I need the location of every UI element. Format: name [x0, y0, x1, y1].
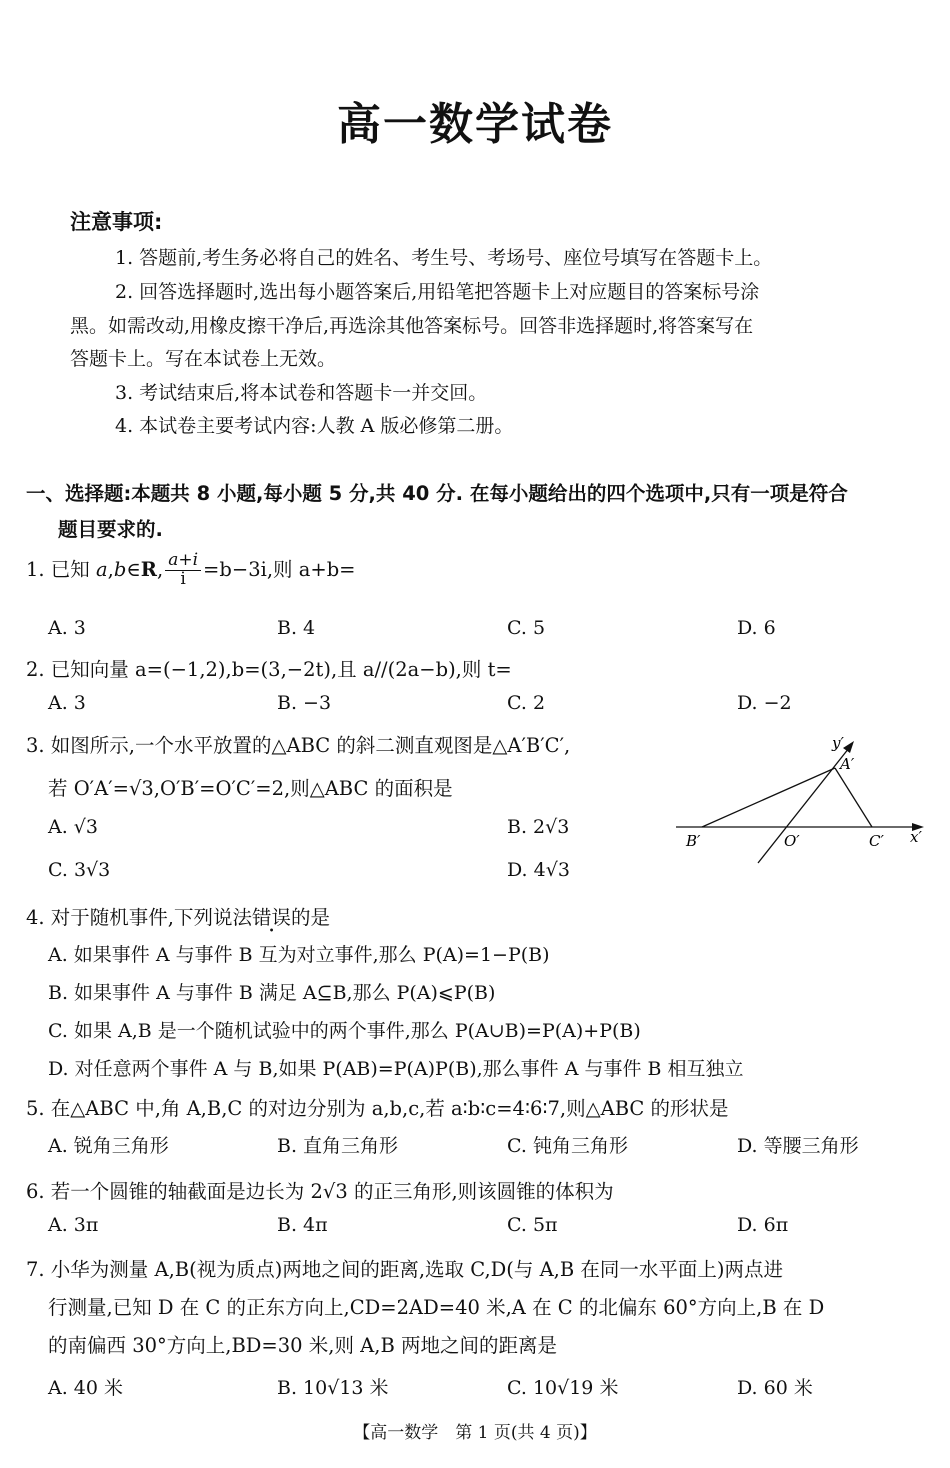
question-7-line-3: 的南偏西 30°方向上,BD=30 米,则 A,B 两地之间的距离是 [48, 1334, 557, 1357]
side-a-c [835, 768, 872, 827]
q5-option-c: C. 钝角三角形 [507, 1135, 628, 1157]
question-6-stem: 6. 若一个圆锥的轴截面是边长为 2√3 的正三角形,则该圆锥的体积为 [26, 1180, 614, 1203]
notice-item-2-line-3: 答题卡上。写在本试卷上无效。 [70, 348, 337, 370]
q3-option-d: D. 4√3 [507, 859, 570, 881]
notice-item-1: 1. 答题前,考生务必将自己的姓名、考生号、考场号、座位号填写在答题卡上。 [115, 247, 773, 269]
q1-prefix: 1. 已知 [26, 557, 97, 581]
q1-option-a: A. 3 [48, 617, 86, 639]
oblique-triangle-figure [672, 728, 934, 868]
q1-option-c: C. 5 [507, 617, 546, 639]
y-axis-arrow [843, 741, 854, 753]
q6-option-d: D. 6π [737, 1214, 789, 1236]
notice-heading: 注意事项: [70, 210, 163, 234]
page-footer: 【高一数学 第 1 页(共 4 页)】 [353, 1423, 597, 1443]
question-4-stem: 4. 对于随机事件,下列说法错误的是 [26, 906, 331, 929]
q2-option-c: C. 2 [507, 692, 546, 714]
vertex-c-label: C′ [869, 832, 884, 850]
q5-option-a: A. 锐角三角形 [48, 1135, 169, 1157]
q1-option-d: D. 6 [737, 617, 776, 639]
q3-option-b: B. 2√3 [507, 816, 570, 838]
notice-item-3: 3. 考试结束后,将本试卷和答题卡一并交回。 [115, 382, 488, 404]
question-7-line-2: 行测量,已知 D 在 C 的正东方向上,CD=2AD=40 米,A 在 C 的北偏东 60°方向上,B 在 D [48, 1296, 825, 1319]
q2-option-d: D. −2 [737, 692, 792, 714]
q5-option-d: D. 等腰三角形 [737, 1135, 859, 1157]
question-3-line-2: 若 O′A′=√3,O′B′=O′C′=2,则△ABC 的面积是 [48, 777, 453, 800]
vertex-b-label: B′ [686, 832, 701, 850]
notice-item-2-line-2: 黑。如需改动,用橡皮擦干净后,再选涂其他答案标号。回答非选择题时,将答案写在 [70, 315, 754, 337]
q6-option-b: B. 4π [277, 1214, 328, 1236]
y-axis [758, 748, 849, 863]
q7-option-d: D. 60 米 [737, 1377, 813, 1399]
section-1-heading: 一、选择题:本题共 8 小题,每小题 5 分,共 40 分. 在每小题给出的四个选项中,只有一项是符合 [26, 482, 848, 505]
q2-option-a: A. 3 [48, 692, 86, 714]
notice-item-4: 4. 本试卷主要考试内容:人教 A 版必修第二册。 [115, 415, 514, 437]
q4-option-a: A. 如果事件 A 与事件 B 互为对立事件,那么 P(A)=1−P(B) [48, 944, 550, 966]
question-2-stem: 2. 已知向量 a=(−1,2),b=(3,−2t),且 a//(2a−b),则 t= [26, 658, 512, 681]
q4-emphasis: 错误 [252, 906, 292, 929]
notice-item-2-line-1: 2. 回答选择题时,选出每小题答案后,用铅笔把答题卡上对应题目的答案标号涂 [115, 281, 760, 303]
q3-option-c: C. 3√3 [48, 859, 111, 881]
origin-label: O′ [784, 832, 800, 850]
question-3-line-1: 3. 如图所示,一个水平放置的△ABC 的斜二测直观图是△A′B′C′, [26, 734, 571, 757]
page-title: 高一数学试卷 [337, 99, 613, 150]
question-1-stem: 1. 已知 a,b∈R, $\frac{a+i}{i}$ =b−3i,则 a+b= [26, 550, 356, 589]
q6-option-c: C. 5π [507, 1214, 558, 1236]
vertex-a-label: A′ [840, 755, 855, 773]
q4-option-d: D. 对任意两个事件 A 与 B,如果 P(AB)=P(A)P(B),那么事件 A 与事件 B 相互独立 [48, 1058, 744, 1080]
q6-option-a: A. 3π [48, 1214, 99, 1236]
q1-fraction: $\frac{a+i}{i}$ [165, 552, 201, 589]
q7-option-b: B. 10√13 米 [277, 1377, 389, 1399]
question-7-line-1: 7. 小华为测量 A,B(视为质点)两地之间的距离,选取 C,D(与 A,B 在同一水平面上)两点进 [26, 1258, 784, 1281]
q1-rhs: =b−3i,则 a+b= [203, 557, 356, 581]
x-axis-label: x′ [910, 828, 922, 846]
q4-option-c: C. 如果 A,B 是一个随机试验中的两个事件,那么 P(A∪B)=P(A)+P(B) [48, 1020, 641, 1042]
y-axis-label: y′ [832, 734, 844, 752]
q7-option-a: A. 40 米 [48, 1377, 124, 1399]
q1-option-b: B. 4 [277, 617, 316, 639]
q2-option-b: B. −3 [277, 692, 332, 714]
q4-option-b: B. 如果事件 A 与事件 B 满足 A⊆B,那么 P(A)⩽P(B) [48, 982, 496, 1004]
q7-option-c: C. 10√19 米 [507, 1377, 619, 1399]
side-b-a [702, 768, 835, 827]
question-5-stem: 5. 在△ABC 中,角 A,B,C 的对边分别为 a,b,c,若 a∶b∶c=4∶6∶7,则△ABC 的形状是 [26, 1097, 729, 1120]
q3-option-a: A. √3 [48, 816, 98, 838]
section-1-heading-cont: 题目要求的. [58, 518, 163, 541]
q5-option-b: B. 直角三角形 [277, 1135, 399, 1157]
